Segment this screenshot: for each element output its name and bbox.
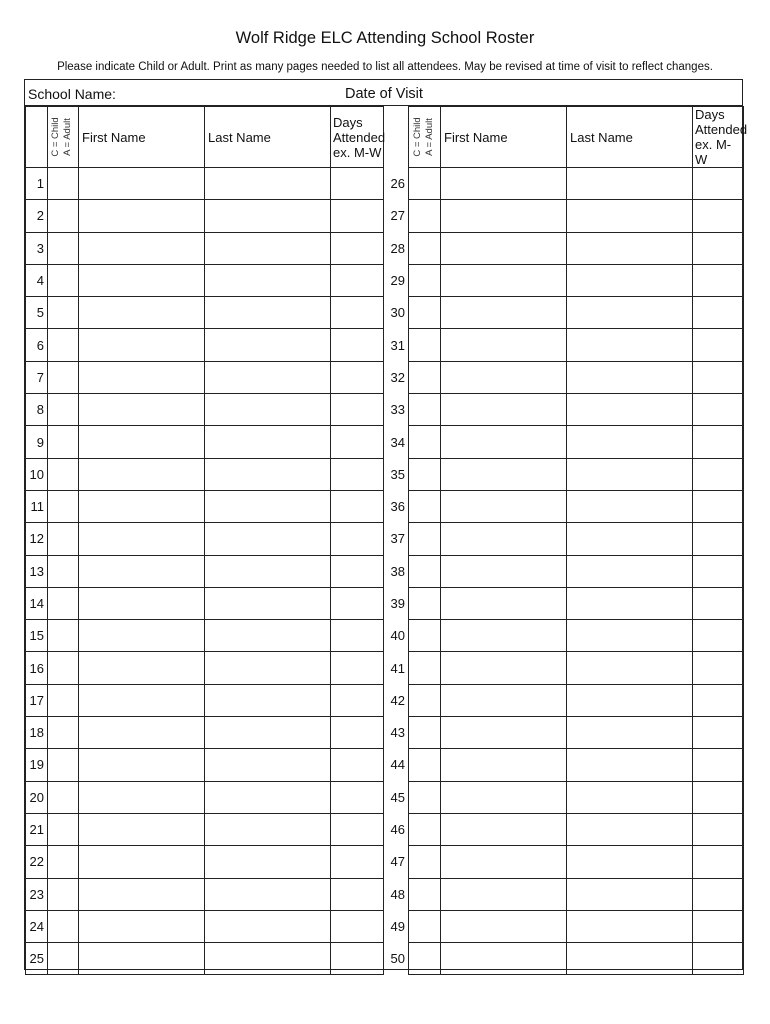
first-name-cell[interactable] bbox=[441, 232, 567, 264]
last-name-cell[interactable] bbox=[567, 652, 693, 684]
child-adult-cell[interactable] bbox=[48, 264, 79, 296]
first-name-cell[interactable] bbox=[79, 264, 205, 296]
child-adult-cell[interactable] bbox=[409, 652, 441, 684]
child-adult-cell[interactable] bbox=[409, 523, 441, 555]
days-attended-cell[interactable] bbox=[693, 361, 744, 393]
child-adult-header: C = Child A = Adult bbox=[409, 107, 441, 168]
header-number-cell bbox=[26, 107, 48, 168]
days-attended-cell[interactable] bbox=[331, 684, 384, 716]
row-number: 9 bbox=[26, 426, 48, 458]
last-name-cell[interactable] bbox=[567, 168, 693, 200]
child-adult-cell[interactable] bbox=[409, 490, 441, 522]
days-attended-cell[interactable] bbox=[693, 620, 744, 652]
table-row bbox=[26, 878, 744, 910]
date-of-visit-label: Date of Visit bbox=[345, 86, 423, 102]
table-row bbox=[26, 458, 744, 490]
child-adult-cell[interactable] bbox=[48, 813, 79, 845]
row-number: 50 bbox=[384, 943, 409, 975]
days-attended-cell[interactable] bbox=[693, 264, 744, 296]
first-name-cell[interactable] bbox=[79, 200, 205, 232]
child-adult-cell[interactable] bbox=[48, 555, 79, 587]
table-row bbox=[26, 523, 744, 555]
table-row bbox=[26, 361, 744, 393]
last-name-header: Last Name bbox=[567, 107, 693, 168]
days-attended-cell[interactable] bbox=[331, 846, 384, 878]
last-name-cell[interactable] bbox=[567, 620, 693, 652]
table-row bbox=[26, 813, 744, 845]
first-name-cell[interactable] bbox=[79, 555, 205, 587]
last-name-cell[interactable] bbox=[205, 781, 331, 813]
child-adult-cell[interactable] bbox=[48, 587, 79, 619]
info-row bbox=[25, 80, 742, 106]
days-attended-cell[interactable] bbox=[331, 620, 384, 652]
last-name-cell[interactable] bbox=[567, 555, 693, 587]
days-attended-cell[interactable] bbox=[693, 490, 744, 522]
last-name-cell[interactable] bbox=[567, 717, 693, 749]
days-attended-cell[interactable] bbox=[693, 426, 744, 458]
last-name-cell[interactable] bbox=[205, 813, 331, 845]
table-row bbox=[26, 329, 744, 361]
first-name-cell[interactable] bbox=[79, 749, 205, 781]
last-name-cell[interactable] bbox=[205, 490, 331, 522]
days-attended-cell[interactable] bbox=[693, 717, 744, 749]
days-attended-cell[interactable] bbox=[331, 717, 384, 749]
child-adult-cell[interactable] bbox=[409, 329, 441, 361]
first-name-cell[interactable] bbox=[79, 329, 205, 361]
table-row bbox=[26, 620, 744, 652]
last-name-cell[interactable] bbox=[567, 749, 693, 781]
days-attended-cell[interactable] bbox=[331, 555, 384, 587]
child-adult-cell[interactable] bbox=[409, 620, 441, 652]
last-name-cell[interactable] bbox=[567, 264, 693, 296]
child-adult-cell[interactable] bbox=[409, 781, 441, 813]
days-attended-cell[interactable] bbox=[331, 329, 384, 361]
days-attended-cell[interactable] bbox=[331, 749, 384, 781]
days-attended-cell[interactable] bbox=[693, 943, 744, 975]
last-name-cell[interactable] bbox=[205, 523, 331, 555]
days-attended-cell[interactable] bbox=[693, 684, 744, 716]
last-name-cell[interactable] bbox=[567, 361, 693, 393]
row-number: 31 bbox=[384, 329, 409, 361]
row-number: 42 bbox=[384, 684, 409, 716]
table-row bbox=[26, 555, 744, 587]
first-name-cell[interactable] bbox=[79, 232, 205, 264]
days-attended-cell[interactable] bbox=[693, 846, 744, 878]
child-adult-cell[interactable] bbox=[48, 361, 79, 393]
child-adult-cell[interactable] bbox=[409, 200, 441, 232]
last-name-cell[interactable] bbox=[205, 652, 331, 684]
first-name-cell[interactable] bbox=[441, 264, 567, 296]
child-adult-cell[interactable] bbox=[409, 846, 441, 878]
table-row bbox=[26, 943, 744, 975]
last-name-cell[interactable] bbox=[567, 426, 693, 458]
row-number: 40 bbox=[384, 620, 409, 652]
last-name-cell[interactable] bbox=[205, 749, 331, 781]
first-name-cell[interactable] bbox=[79, 717, 205, 749]
first-name-cell[interactable] bbox=[79, 620, 205, 652]
last-name-cell[interactable] bbox=[205, 620, 331, 652]
last-name-cell[interactable] bbox=[205, 200, 331, 232]
child-adult-cell[interactable] bbox=[409, 458, 441, 490]
row-number: 5 bbox=[26, 297, 48, 329]
last-name-cell[interactable] bbox=[567, 684, 693, 716]
first-name-cell[interactable] bbox=[79, 426, 205, 458]
last-name-cell[interactable] bbox=[205, 943, 331, 975]
first-name-cell[interactable] bbox=[441, 458, 567, 490]
first-name-header: First Name bbox=[441, 107, 567, 168]
last-name-header: Last Name bbox=[205, 107, 331, 168]
days-attended-cell[interactable] bbox=[693, 813, 744, 845]
row-number: 26 bbox=[384, 168, 409, 200]
child-adult-cell[interactable] bbox=[48, 329, 79, 361]
days-attended-cell[interactable] bbox=[693, 329, 744, 361]
last-name-cell[interactable] bbox=[205, 426, 331, 458]
first-name-cell[interactable] bbox=[79, 813, 205, 845]
first-name-cell[interactable] bbox=[79, 878, 205, 910]
days-attended-cell[interactable] bbox=[331, 781, 384, 813]
child-adult-cell[interactable] bbox=[409, 943, 441, 975]
first-name-cell[interactable] bbox=[79, 297, 205, 329]
first-name-cell[interactable] bbox=[79, 361, 205, 393]
child-adult-cell[interactable] bbox=[409, 717, 441, 749]
row-number: 32 bbox=[384, 361, 409, 393]
last-name-cell[interactable] bbox=[567, 846, 693, 878]
row-number: 29 bbox=[384, 264, 409, 296]
first-name-cell[interactable] bbox=[441, 394, 567, 426]
child-adult-cell[interactable] bbox=[409, 264, 441, 296]
child-adult-cell[interactable] bbox=[409, 878, 441, 910]
days-attended-cell[interactable] bbox=[693, 749, 744, 781]
first-name-cell[interactable] bbox=[441, 846, 567, 878]
first-name-cell[interactable] bbox=[441, 717, 567, 749]
days-attended-cell[interactable] bbox=[693, 523, 744, 555]
row-number: 43 bbox=[384, 717, 409, 749]
row-number: 24 bbox=[26, 910, 48, 942]
first-name-cell[interactable] bbox=[441, 749, 567, 781]
row-number: 7 bbox=[26, 361, 48, 393]
child-adult-cell[interactable] bbox=[409, 426, 441, 458]
days-attended-cell[interactable] bbox=[693, 200, 744, 232]
last-name-cell[interactable] bbox=[205, 168, 331, 200]
table-row bbox=[26, 781, 744, 813]
child-adult-cell[interactable] bbox=[48, 490, 79, 522]
last-name-cell[interactable] bbox=[567, 523, 693, 555]
child-adult-cell[interactable] bbox=[409, 684, 441, 716]
row-number: 39 bbox=[384, 587, 409, 619]
table-row bbox=[26, 652, 744, 684]
last-name-cell[interactable] bbox=[567, 943, 693, 975]
days-attended-cell[interactable] bbox=[693, 232, 744, 264]
child-adult-cell[interactable] bbox=[409, 910, 441, 942]
last-name-cell[interactable] bbox=[205, 264, 331, 296]
row-number: 6 bbox=[26, 329, 48, 361]
row-number: 23 bbox=[26, 878, 48, 910]
first-name-cell[interactable] bbox=[79, 652, 205, 684]
first-name-cell[interactable] bbox=[441, 910, 567, 942]
last-name-cell[interactable] bbox=[567, 394, 693, 426]
table-row bbox=[26, 846, 744, 878]
row-number: 48 bbox=[384, 878, 409, 910]
last-name-cell[interactable] bbox=[567, 490, 693, 522]
last-name-cell[interactable] bbox=[205, 846, 331, 878]
first-name-cell[interactable] bbox=[441, 587, 567, 619]
table-row bbox=[26, 717, 744, 749]
child-adult-cell[interactable] bbox=[48, 168, 79, 200]
first-name-cell[interactable] bbox=[79, 523, 205, 555]
instructions: Please indicate Child or Adult. Print as many pages needed to list all attendees. May be revised at time of visit to reflect changes. bbox=[57, 61, 713, 73]
last-name-cell[interactable] bbox=[567, 458, 693, 490]
days-attended-cell[interactable] bbox=[693, 555, 744, 587]
first-name-cell[interactable] bbox=[79, 910, 205, 942]
first-name-cell[interactable] bbox=[79, 587, 205, 619]
first-name-cell[interactable] bbox=[79, 781, 205, 813]
header-row bbox=[26, 107, 744, 168]
last-name-cell[interactable] bbox=[567, 232, 693, 264]
row-number: 35 bbox=[384, 458, 409, 490]
row-number: 33 bbox=[384, 394, 409, 426]
table-row bbox=[26, 264, 744, 296]
days-attended-cell[interactable] bbox=[331, 426, 384, 458]
row-number: 17 bbox=[26, 684, 48, 716]
row-number: 12 bbox=[26, 523, 48, 555]
first-name-cell[interactable] bbox=[441, 200, 567, 232]
row-number: 27 bbox=[384, 200, 409, 232]
days-attended-cell[interactable] bbox=[331, 394, 384, 426]
days-attended-header: Days Attended ex. M-W bbox=[693, 107, 744, 168]
row-number: 11 bbox=[26, 490, 48, 522]
table-row bbox=[26, 490, 744, 522]
days-attended-cell[interactable] bbox=[693, 168, 744, 200]
days-attended-cell[interactable] bbox=[331, 910, 384, 942]
school-name-label: School Name: bbox=[28, 86, 116, 102]
table-row bbox=[26, 168, 744, 200]
row-number: 45 bbox=[384, 781, 409, 813]
table-row bbox=[26, 297, 744, 329]
row-number: 16 bbox=[26, 652, 48, 684]
table-row bbox=[26, 910, 744, 942]
row-number: 18 bbox=[26, 717, 48, 749]
table-row bbox=[26, 426, 744, 458]
table-row bbox=[26, 684, 744, 716]
child-adult-cell[interactable] bbox=[409, 555, 441, 587]
child-adult-cell[interactable] bbox=[48, 200, 79, 232]
days-attended-cell[interactable] bbox=[331, 200, 384, 232]
first-name-cell[interactable] bbox=[441, 878, 567, 910]
days-attended-cell[interactable] bbox=[693, 910, 744, 942]
row-number: 36 bbox=[384, 490, 409, 522]
last-name-cell[interactable] bbox=[205, 878, 331, 910]
first-name-cell[interactable] bbox=[79, 168, 205, 200]
row-number: 10 bbox=[26, 458, 48, 490]
last-name-cell[interactable] bbox=[205, 297, 331, 329]
table-row bbox=[26, 232, 744, 264]
child-adult-cell[interactable] bbox=[409, 813, 441, 845]
table-row bbox=[26, 587, 744, 619]
last-name-cell[interactable] bbox=[205, 555, 331, 587]
first-name-cell[interactable] bbox=[79, 394, 205, 426]
first-name-cell[interactable] bbox=[79, 490, 205, 522]
last-name-cell[interactable] bbox=[567, 297, 693, 329]
days-attended-cell[interactable] bbox=[331, 264, 384, 296]
days-attended-cell[interactable] bbox=[693, 781, 744, 813]
first-name-cell[interactable] bbox=[441, 943, 567, 975]
first-name-cell[interactable] bbox=[79, 943, 205, 975]
days-attended-header: Days Attended ex. M-W bbox=[331, 107, 384, 168]
child-adult-cell[interactable] bbox=[409, 749, 441, 781]
row-number: 2 bbox=[26, 200, 48, 232]
child-adult-cell[interactable] bbox=[409, 394, 441, 426]
last-name-cell[interactable] bbox=[567, 878, 693, 910]
child-adult-cell[interactable] bbox=[409, 361, 441, 393]
days-attended-cell[interactable] bbox=[693, 652, 744, 684]
child-adult-cell[interactable] bbox=[409, 232, 441, 264]
first-name-cell[interactable] bbox=[441, 620, 567, 652]
last-name-cell[interactable] bbox=[205, 910, 331, 942]
roster-form bbox=[24, 79, 748, 970]
child-adult-cell[interactable] bbox=[48, 781, 79, 813]
child-adult-cell[interactable] bbox=[409, 297, 441, 329]
last-name-cell[interactable] bbox=[205, 587, 331, 619]
child-adult-cell[interactable] bbox=[48, 297, 79, 329]
days-attended-cell[interactable] bbox=[693, 394, 744, 426]
child-adult-cell[interactable] bbox=[48, 523, 79, 555]
table-row bbox=[26, 394, 744, 426]
first-name-cell[interactable] bbox=[441, 329, 567, 361]
row-number: 37 bbox=[384, 523, 409, 555]
row-number: 28 bbox=[384, 232, 409, 264]
days-attended-cell[interactable] bbox=[331, 361, 384, 393]
child-adult-cell[interactable] bbox=[48, 846, 79, 878]
days-attended-cell[interactable] bbox=[331, 943, 384, 975]
last-name-cell[interactable] bbox=[205, 329, 331, 361]
days-attended-cell[interactable] bbox=[693, 587, 744, 619]
last-name-cell[interactable] bbox=[567, 200, 693, 232]
row-number: 1 bbox=[26, 168, 48, 200]
row-number: 21 bbox=[26, 813, 48, 845]
row-number: 47 bbox=[384, 846, 409, 878]
roster-table bbox=[25, 106, 748, 975]
days-attended-cell[interactable] bbox=[331, 168, 384, 200]
row-number: 14 bbox=[26, 587, 48, 619]
row-number: 25 bbox=[26, 943, 48, 975]
first-name-cell[interactable] bbox=[441, 813, 567, 845]
row-number: 22 bbox=[26, 846, 48, 878]
row-number: 8 bbox=[26, 394, 48, 426]
last-name-cell[interactable] bbox=[567, 910, 693, 942]
child-adult-cell[interactable] bbox=[48, 717, 79, 749]
row-number: 15 bbox=[26, 620, 48, 652]
row-number: 44 bbox=[384, 749, 409, 781]
last-name-cell[interactable] bbox=[205, 361, 331, 393]
row-number: 34 bbox=[384, 426, 409, 458]
last-name-cell[interactable] bbox=[205, 717, 331, 749]
child-adult-cell[interactable] bbox=[48, 878, 79, 910]
first-name-cell[interactable] bbox=[79, 458, 205, 490]
days-attended-cell[interactable] bbox=[331, 652, 384, 684]
row-number: 38 bbox=[384, 555, 409, 587]
last-name-cell[interactable] bbox=[205, 232, 331, 264]
child-adult-cell[interactable] bbox=[409, 587, 441, 619]
days-attended-cell[interactable] bbox=[331, 878, 384, 910]
days-attended-cell[interactable] bbox=[693, 458, 744, 490]
row-number: 41 bbox=[384, 652, 409, 684]
row-number: 20 bbox=[26, 781, 48, 813]
first-name-cell[interactable] bbox=[441, 426, 567, 458]
first-name-cell[interactable] bbox=[441, 781, 567, 813]
last-name-cell[interactable] bbox=[567, 329, 693, 361]
first-name-cell[interactable] bbox=[441, 555, 567, 587]
child-adult-cell[interactable] bbox=[48, 684, 79, 716]
last-name-cell[interactable] bbox=[205, 394, 331, 426]
days-attended-cell[interactable] bbox=[331, 297, 384, 329]
child-adult-cell[interactable] bbox=[48, 620, 79, 652]
row-number: 19 bbox=[26, 749, 48, 781]
child-adult-header: C = Child A = Adult bbox=[48, 107, 79, 168]
table-row bbox=[26, 749, 744, 781]
child-adult-cell[interactable] bbox=[409, 168, 441, 200]
days-attended-cell[interactable] bbox=[331, 232, 384, 264]
days-attended-cell[interactable] bbox=[693, 878, 744, 910]
days-attended-cell[interactable] bbox=[331, 490, 384, 522]
row-number: 3 bbox=[26, 232, 48, 264]
child-adult-cell[interactable] bbox=[48, 426, 79, 458]
child-adult-cell[interactable] bbox=[48, 943, 79, 975]
first-name-cell[interactable] bbox=[441, 684, 567, 716]
days-attended-cell[interactable] bbox=[331, 813, 384, 845]
last-name-cell[interactable] bbox=[567, 813, 693, 845]
last-name-cell[interactable] bbox=[205, 458, 331, 490]
first-name-cell[interactable] bbox=[441, 168, 567, 200]
child-adult-cell[interactable] bbox=[48, 749, 79, 781]
child-adult-cell[interactable] bbox=[48, 652, 79, 684]
first-name-cell[interactable] bbox=[79, 684, 205, 716]
table-row bbox=[26, 200, 744, 232]
days-attended-cell[interactable] bbox=[331, 587, 384, 619]
first-name-cell[interactable] bbox=[441, 523, 567, 555]
row-number: 46 bbox=[384, 813, 409, 845]
last-name-cell[interactable] bbox=[205, 684, 331, 716]
first-name-cell[interactable] bbox=[441, 361, 567, 393]
last-name-cell[interactable] bbox=[567, 781, 693, 813]
first-name-cell[interactable] bbox=[441, 297, 567, 329]
row-number: 49 bbox=[384, 910, 409, 942]
days-attended-cell[interactable] bbox=[331, 523, 384, 555]
first-name-header: First Name bbox=[79, 107, 205, 168]
first-name-cell[interactable] bbox=[79, 846, 205, 878]
child-adult-cell[interactable] bbox=[48, 458, 79, 490]
page-title: Wolf Ridge ELC Attending School Roster bbox=[235, 29, 535, 47]
first-name-cell[interactable] bbox=[441, 652, 567, 684]
days-attended-cell[interactable] bbox=[693, 297, 744, 329]
child-adult-cell[interactable] bbox=[48, 394, 79, 426]
first-name-cell[interactable] bbox=[441, 490, 567, 522]
last-name-cell[interactable] bbox=[567, 587, 693, 619]
row-number: 13 bbox=[26, 555, 48, 587]
days-attended-cell[interactable] bbox=[331, 458, 384, 490]
row-number: 30 bbox=[384, 297, 409, 329]
header-gap-cell bbox=[384, 107, 409, 168]
child-adult-cell[interactable] bbox=[48, 910, 79, 942]
child-adult-cell[interactable] bbox=[48, 232, 79, 264]
row-number: 4 bbox=[26, 264, 48, 296]
